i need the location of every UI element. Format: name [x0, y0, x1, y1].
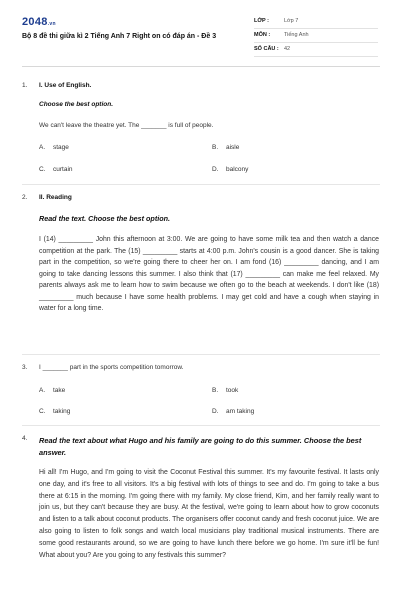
question-number: 2.: [22, 194, 28, 201]
option-letter: A.: [39, 387, 46, 394]
question-number: 3.: [22, 364, 28, 371]
option-d[interactable]: [212, 166, 248, 173]
option-letter: A.: [39, 144, 46, 151]
option-b[interactable]: [212, 144, 239, 151]
meta-row-subject: [254, 30, 378, 43]
meta-key: MÔN :: [254, 32, 271, 38]
header-divider: [22, 66, 380, 67]
question-divider: [22, 184, 380, 185]
meta-row-class: [254, 16, 378, 29]
question-instruction: Read the text about what Hugo and his family are going to do this summer. Choose the best answer.: [39, 436, 362, 457]
meta-row-question-count: [254, 44, 378, 57]
option-letter: C.: [39, 166, 46, 173]
section-title: I. Use of English.: [39, 82, 92, 89]
passage-text: I (14) _________ John this afternoon at 3:00. We are going to have some milk tea and then watch a dance competition at the park. The (15) _________ starts at 4:00 p.m. John's cousin is a good dancer. She is taking part in the competition, so we're going there to cheer her on. I am fond (16) _________ dancing, and I am going to take dancing lessons this summer. I also think that (17) _________ can make me feel relaxed. My parents always ask me to learn how to swim because we often go to the beach at weekends. I don't like (18) _________ much because I have some health problems. I may get cold and have a cough when staying in water for a long time.: [39, 236, 379, 312]
option-a[interactable]: [39, 144, 69, 151]
meta-value: 42: [284, 46, 291, 52]
logo-text: 2048: [22, 16, 48, 28]
option-letter: D.: [212, 166, 219, 173]
option-letter: B.: [212, 144, 219, 151]
option-text: am taking: [226, 408, 255, 415]
option-text: taking: [53, 408, 71, 415]
question-instruction: Choose the best option.: [39, 101, 114, 108]
document-title: Bộ 8 đề thi giữa kì 2 Tiếng Anh 7 Right on có đáp án - Đề 3: [22, 33, 217, 40]
option-d[interactable]: [212, 408, 254, 415]
meta-value: Lớp 7: [284, 18, 299, 24]
meta-value: Tiếng Anh: [284, 32, 309, 38]
option-letter: D.: [212, 408, 219, 415]
meta-key: SỐ CÂU :: [254, 46, 279, 52]
question-divider: [22, 425, 380, 426]
logo-domain: .vn: [47, 21, 56, 27]
question-number: 4.: [22, 435, 28, 442]
question-text: I _______ part in the sports competition tomorrow.: [39, 364, 184, 371]
option-c[interactable]: [39, 408, 70, 415]
option-c[interactable]: [39, 166, 73, 173]
passage-text: Hi all! I'm Hugo, and I'm going to visit the Coconut Festival this summer. It's my favourite festival. It lasts only one day, and it's free to all visitors. It's a big festival with lots of things to see and do. I'm going to take a bus there at 6:15 in the morning. I'm going there with my family. My close friend, Kim, and her family really want to join us, but they can't because they are busy. At the festival, we're going to learn about how to grow coconuts and listen to a talk about coconut products. The organisers offer coconut candy and fresh coconut juice. We are also going to listen to folk songs and watch local musicians play traditional musical instruments. There are some good restaurants around, so we are going to have lunch there before we go home. I'm sure it'll be fun! What about you? Are you going to any festivals this summer?: [39, 469, 379, 559]
question-divider: [22, 354, 380, 355]
option-text: take: [53, 387, 66, 394]
meta-key: LỚP :: [254, 18, 269, 24]
option-b[interactable]: [212, 387, 238, 394]
reading-passage: [39, 467, 379, 561]
site-logo[interactable]: [22, 16, 56, 28]
option-text: aisle: [226, 144, 240, 151]
option-text: stage: [53, 144, 69, 151]
option-text: curtain: [53, 166, 73, 173]
option-letter: B.: [212, 387, 219, 394]
document-header: [0, 0, 400, 64]
question-number: 1.: [22, 82, 28, 89]
option-text: balcony: [226, 166, 249, 173]
option-letter: C.: [39, 408, 46, 415]
question-text: We can't leave the theatre yet. The _______ is full of people.: [39, 122, 214, 129]
option-a[interactable]: [39, 387, 65, 394]
section-title: II. Reading: [39, 194, 72, 201]
reading-passage: [39, 234, 379, 315]
question-instruction: Read the text. Choose the best option.: [39, 214, 170, 223]
option-text: took: [226, 387, 239, 394]
